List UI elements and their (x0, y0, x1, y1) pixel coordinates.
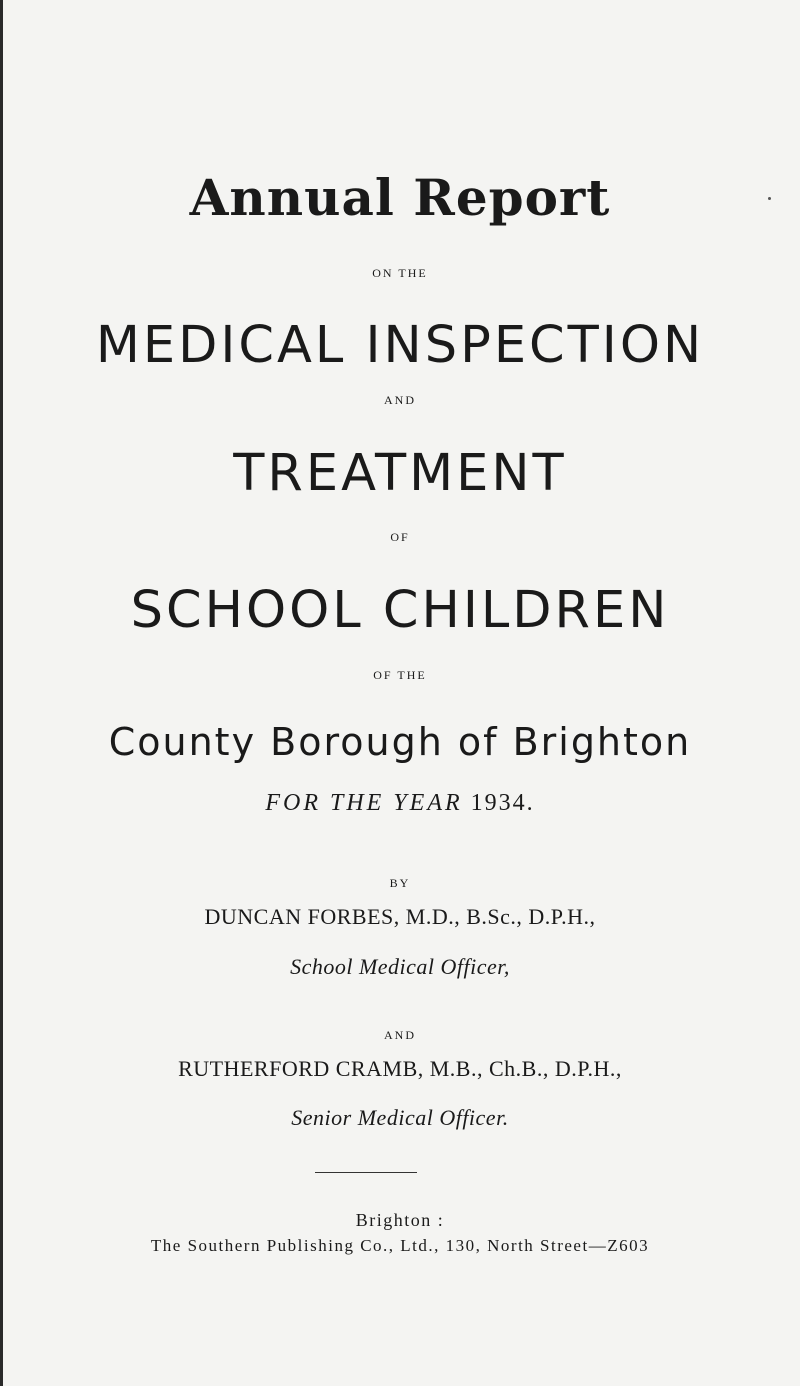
publisher-imprint: The Southern Publishing Co., Ltd., 130, North Street—Z603 (150, 1236, 650, 1255)
and-label-authors: AND (384, 1028, 416, 1042)
report-year (0, 790, 800, 817)
school-children-heading: SCHOOL CHILDREN (130, 581, 670, 640)
author-2-name: RUTHERFORD CRAMB, M.B., Ch.B., D.P.H., (178, 1056, 622, 1081)
of-the-label: OF THE (373, 668, 427, 682)
treatment-heading: TREATMENT (233, 444, 567, 503)
publisher-city: Brighton : (355, 1210, 445, 1230)
county-borough-heading: County Borough of Brighton (108, 720, 692, 764)
by-label: BY (389, 876, 411, 890)
of-label: OF (390, 530, 410, 544)
and-label: AND (384, 393, 416, 407)
medical-inspection-heading: MEDICAL INSPECTION (95, 316, 705, 375)
on-the-label: ON THE (372, 266, 428, 280)
year-label: FOR THE YEAR (265, 790, 463, 816)
author-1-name: DUNCAN FORBES, M.D., B.Sc., D.P.H., (204, 904, 596, 929)
year-value: 1934. (470, 790, 535, 816)
author-1-role: School Medical Officer, (290, 954, 510, 979)
report-title: Annual Report (189, 168, 611, 227)
author-2-role: Senior Medical Officer. (291, 1105, 509, 1130)
divider-rule (315, 1172, 417, 1173)
